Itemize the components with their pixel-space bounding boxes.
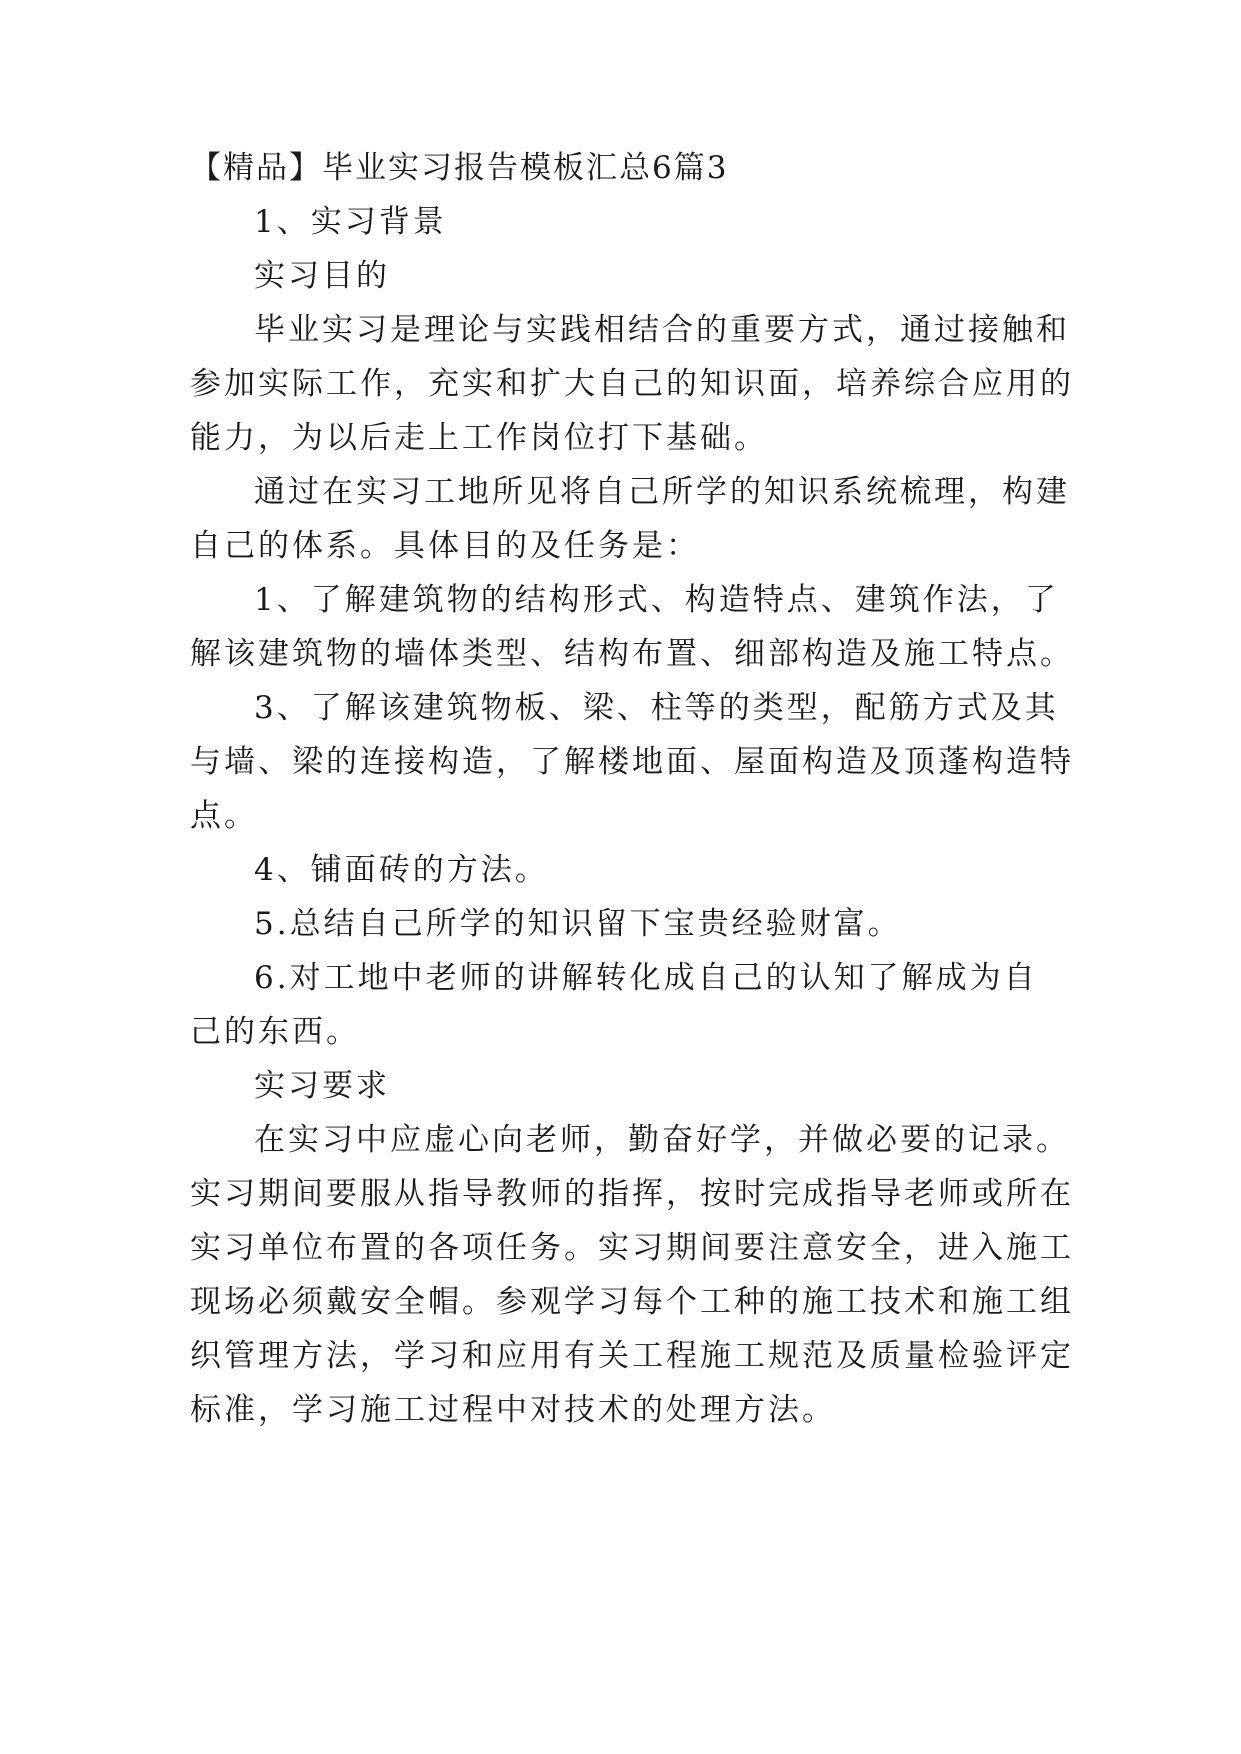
- paragraph-line: 标准，学习施工过程中对技术的处理方法。: [190, 1392, 836, 1428]
- paragraph-line: 能力，为以后走上工作岗位打下基础。: [190, 420, 768, 456]
- paragraph-line: 织管理方法，学习和应用有关工程施工规范及质量检验评定: [190, 1338, 1074, 1374]
- list-item-line: 4、铺面砖的方法。: [254, 852, 549, 888]
- list-item-line: 6.对工地中老师的讲解转化成自己的认知了解成为自: [254, 960, 1038, 996]
- paragraph-line: 毕业实习是理论与实践相结合的重要方式，通过接触和: [254, 312, 1070, 348]
- paragraph-line: 实习单位布置的各项任务。实习期间要注意安全，进入施工: [190, 1230, 1074, 1266]
- paragraph-line: 通过在实习工地所见将自己所学的知识系统梳理，构建: [254, 474, 1070, 510]
- list-item-line: 5.总结自己所学的知识留下宝贵经验财富。: [254, 906, 902, 942]
- paragraph-line: 实习期间要服从指导教师的指挥，按时完成指导老师或所在: [190, 1176, 1074, 1212]
- list-item-line: 与墙、梁的连接构造，了解楼地面、屋面构造及顶蓬构造特: [190, 744, 1074, 780]
- paragraph-line: 参加实际工作，充实和扩大自己的知识面，培养综合应用的: [190, 366, 1074, 402]
- paragraph-line: 在实习中应虚心向老师，勤奋好学，并做必要的记录。: [254, 1122, 1070, 1158]
- paragraph-line: 现场必须戴安全帽。参观学习每个工种的施工技术和施工组: [190, 1284, 1074, 1320]
- list-item-line: 解该建筑物的墙体类型、结构布置、细部构造及施工特点。: [190, 636, 1074, 672]
- section-heading: 1、实习背景: [254, 204, 447, 240]
- paragraph-line: 自己的体系。具体目的及任务是：: [190, 528, 700, 564]
- list-item-line: 点。: [190, 798, 258, 834]
- subsection-heading: 实习要求: [254, 1068, 390, 1104]
- subsection-heading: 实习目的: [254, 258, 390, 294]
- document-title: 【精品】毕业实习报告模板汇总6篇3: [190, 150, 729, 186]
- list-item-line: 3、了解该建筑物板、梁、柱等的类型，配筋方式及其: [254, 690, 1059, 726]
- list-item-line: 1、了解建筑物的结构形式、构造特点、建筑作法，了: [254, 582, 1059, 618]
- list-item-line: 己的东西。: [190, 1014, 360, 1050]
